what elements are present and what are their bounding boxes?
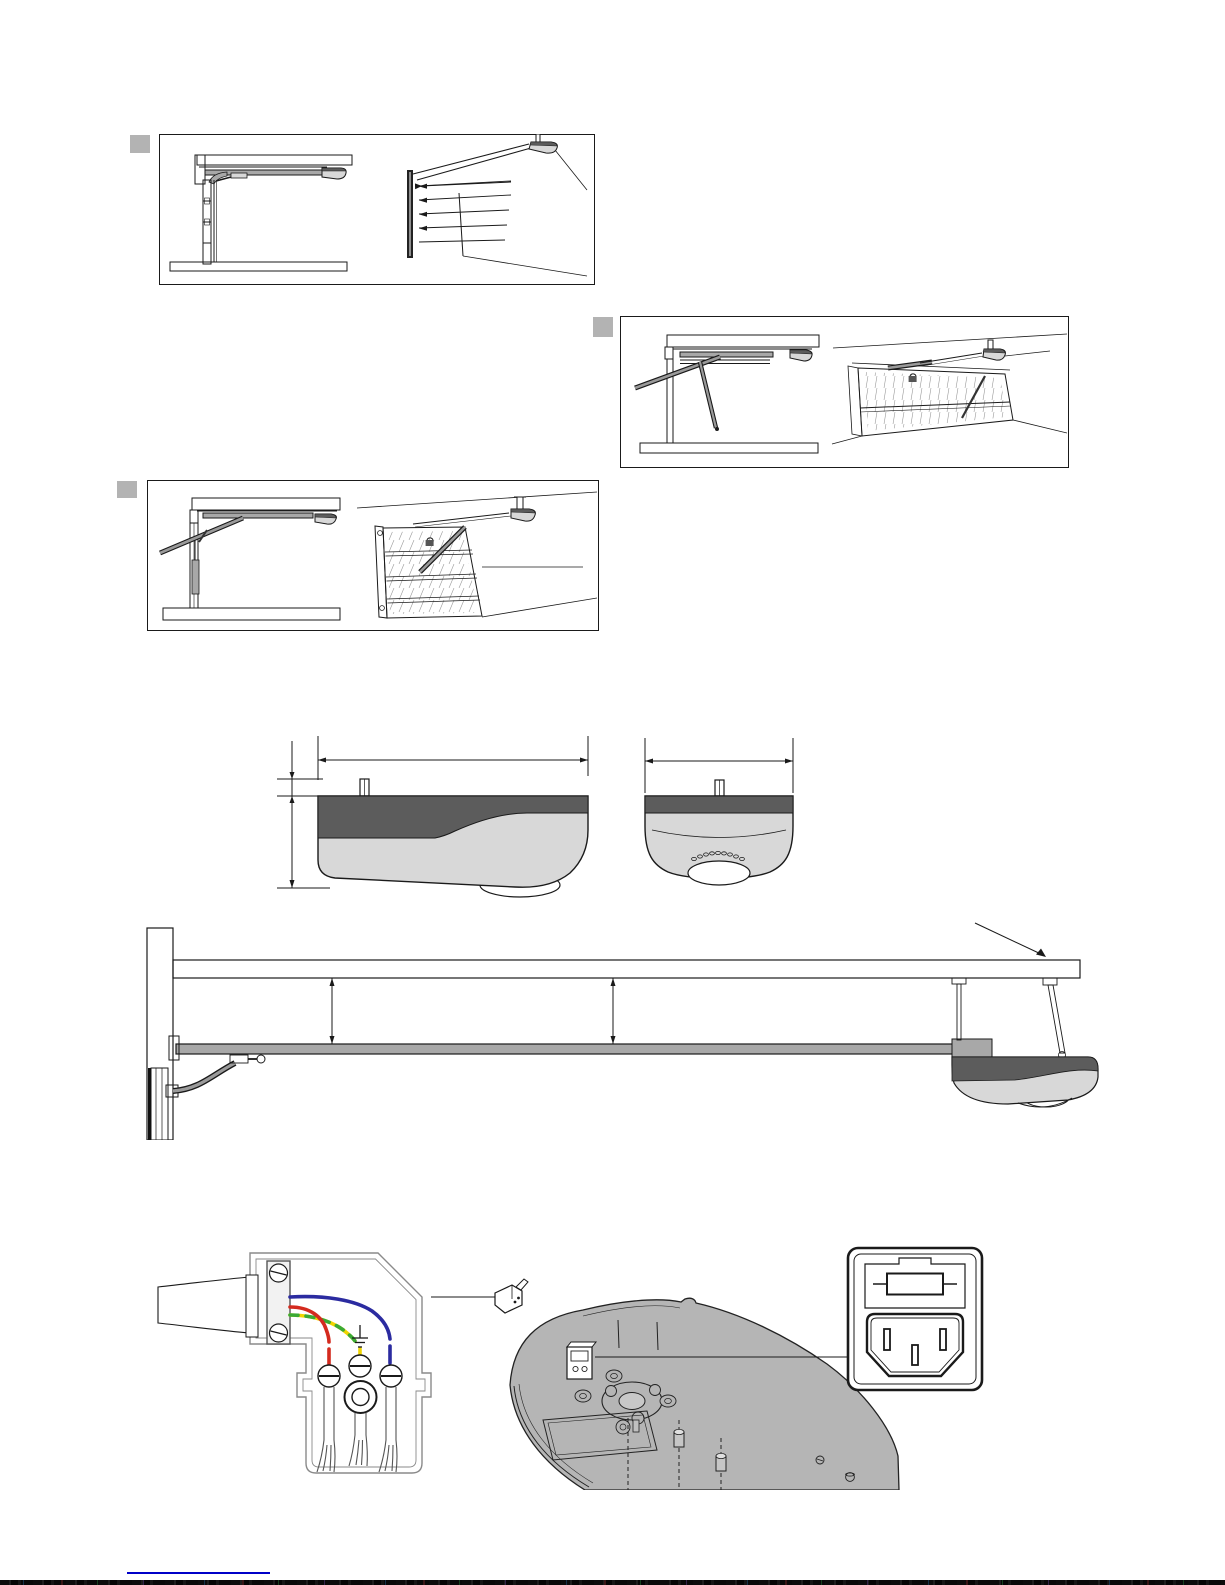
lamp-lens bbox=[688, 861, 750, 885]
mains-cable bbox=[158, 1275, 258, 1337]
door-arm-and-trolley bbox=[166, 1055, 265, 1097]
pivot-door-perspective-view bbox=[832, 334, 1067, 444]
page-edge-noise-strip bbox=[0, 1580, 1225, 1585]
rail-head-mount bbox=[952, 1039, 992, 1057]
ceiling-mounting-section bbox=[140, 905, 1100, 1140]
ceiling-callout-arrow bbox=[975, 923, 1046, 957]
pivot-door-illustration bbox=[620, 316, 1067, 466]
tracked-door-perspective-view bbox=[357, 492, 597, 618]
live-pin-slot bbox=[884, 1329, 890, 1350]
figure-marker-icon bbox=[130, 135, 150, 153]
operator-dimensions-drawing bbox=[265, 718, 810, 898]
headroom-dimension-arrows bbox=[330, 978, 616, 1044]
mains-plug-wiring-diagram bbox=[150, 1245, 540, 1480]
figure-marker-icon bbox=[593, 317, 613, 337]
operator-front-view bbox=[645, 780, 793, 885]
pivot-door-section-view bbox=[635, 335, 819, 453]
power-inlet-detail bbox=[845, 1240, 985, 1395]
fuse bbox=[887, 1274, 943, 1295]
footer-link-underline[interactable] bbox=[127, 1572, 270, 1574]
tracked-door-illustration bbox=[147, 480, 597, 629]
cable-clamp bbox=[267, 1261, 290, 1344]
door-frame bbox=[148, 1068, 168, 1140]
boom-rail bbox=[176, 1044, 990, 1054]
neutral-pin-slot bbox=[940, 1329, 946, 1350]
iec-socket bbox=[867, 1314, 963, 1376]
power-inlet-block bbox=[567, 1342, 596, 1379]
sectional-door-perspective-view bbox=[407, 134, 587, 276]
ceiling bbox=[173, 960, 1080, 978]
tracked-door-section-view bbox=[160, 498, 340, 620]
sectional-door-illustration bbox=[159, 134, 593, 283]
earth-pin-slot bbox=[912, 1345, 918, 1365]
sectional-door-section-view bbox=[170, 155, 352, 271]
housing-shell bbox=[510, 1298, 899, 1490]
operator-side-view bbox=[318, 779, 588, 897]
figure-marker-icon bbox=[117, 481, 137, 498]
operator-head bbox=[952, 1057, 1098, 1107]
